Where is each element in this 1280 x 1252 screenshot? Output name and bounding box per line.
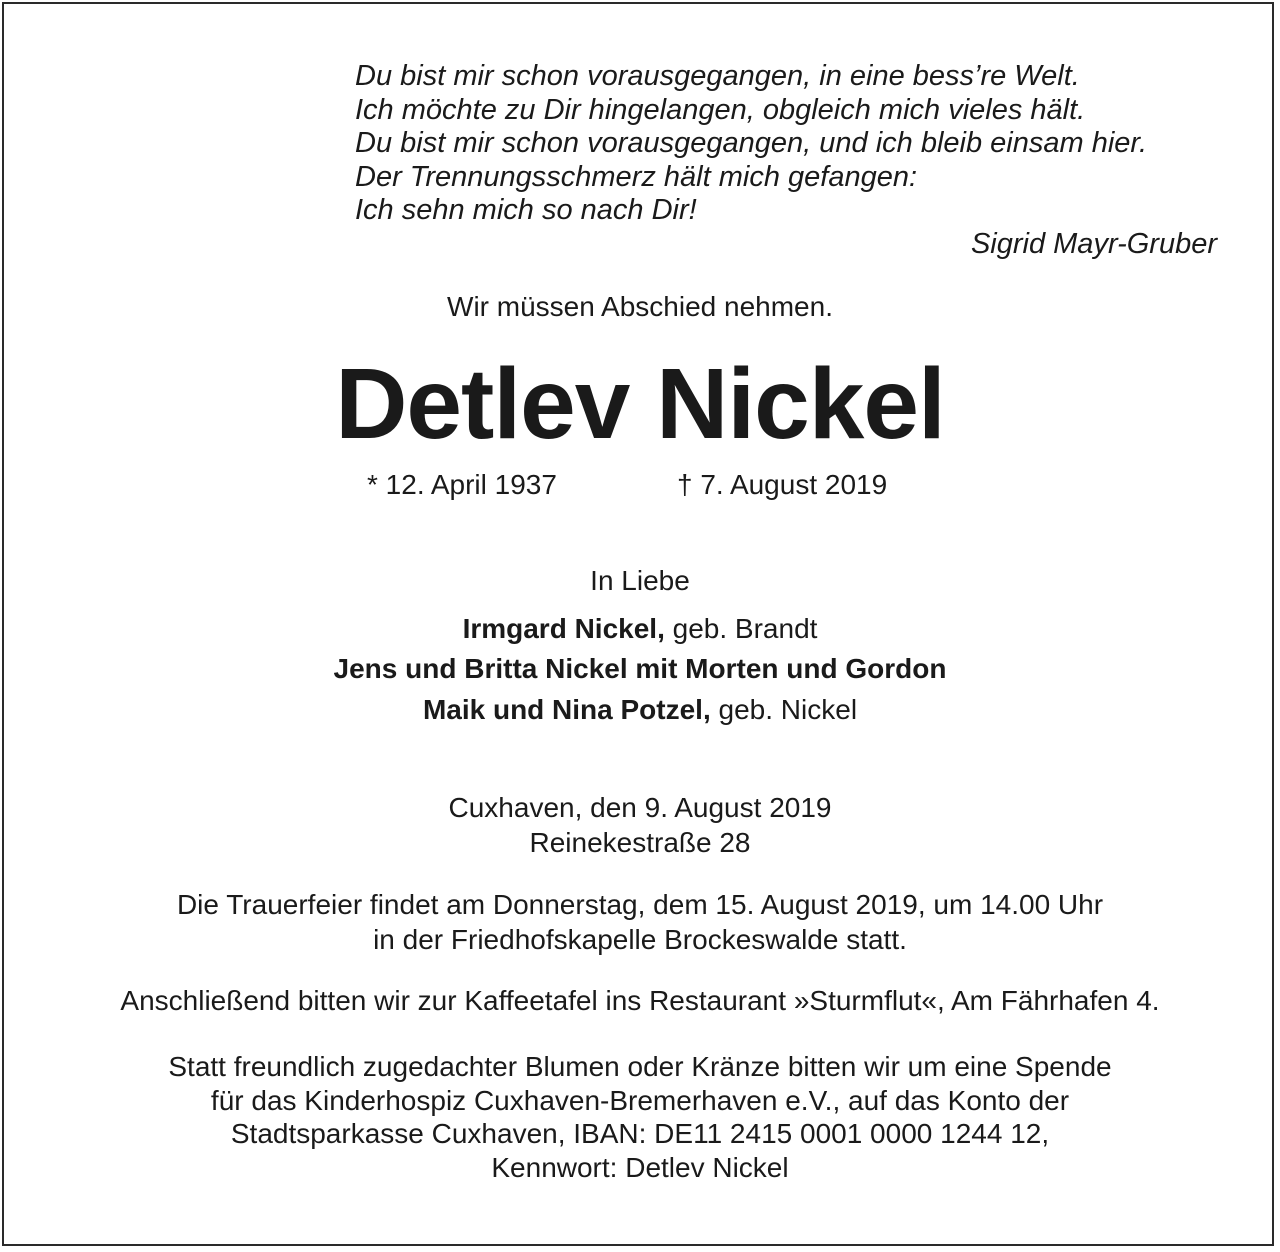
place-and-address	[0, 790, 1280, 860]
ceremony-line: Die Trauerfeier findet am Donnerstag, dem 15. August 2019, um 14.00 Uhr	[176, 889, 1104, 920]
street-address: Reinekestraße 28	[529, 827, 751, 858]
coffee-info: Anschließend bitten wir zur Kaffeetafel ins Restaurant »Sturmflut«, Am Fährhafen 4.	[120, 985, 1160, 1016]
poem-line: Ich möchte zu Dir hingelangen, obgleich mich vieles hält.	[355, 93, 1086, 126]
family-member-note: geb. Nickel	[710, 694, 858, 725]
donation-line: Stadtsparkasse Cuxhaven, IBAN: DE11 2415 0001 0000 1244 12,	[230, 1118, 1050, 1149]
donation-info	[0, 1050, 1280, 1184]
donation-line: Statt freundlich zugedachter Blumen oder Kränze bitten wir um eine Spende	[168, 1051, 1112, 1082]
deceased-name: Detlev Nickel	[335, 348, 945, 460]
farewell-intro: Wir müssen Abschied nehmen.	[447, 291, 833, 322]
family-member-name: Irmgard Nickel,	[462, 613, 665, 644]
poem-line: Du bist mir schon vorausgegangen, in eine bess’re Welt.	[355, 60, 1080, 92]
donation-line: Kennwort: Detlev Nickel	[491, 1151, 789, 1183]
family-member-note: geb. Brandt	[664, 613, 818, 644]
family-member	[0, 653, 1280, 685]
death-date: † 7. August 2019	[677, 469, 888, 500]
family-member	[0, 613, 1280, 645]
ceremony-info	[0, 887, 1280, 957]
family-member-name: Jens und Britta Nickel mit Morten und Gordon	[333, 653, 947, 684]
poem-line: Ich sehn mich so nach Dir!	[355, 194, 697, 226]
poem-line: Du bist mir schon vorausgegangen, und ich bleib einsam hier.	[355, 127, 1148, 159]
birth-date: * 12. April 1937	[367, 469, 557, 500]
ceremony-line: in der Friedhofskapelle Brockeswalde statt.	[373, 924, 907, 955]
donation-line: für das Kinderhospiz Cuxhaven-Bremerhaven e.V., auf das Konto der	[210, 1084, 1070, 1116]
in-love-heading: In Liebe	[590, 565, 690, 596]
poem	[355, 60, 1217, 261]
city-date: Cuxhaven, den 9. August 2019	[448, 792, 832, 823]
poem-author: Sigrid Mayr-Gruber	[970, 227, 1217, 260]
poem-line: Der Trennungsschmerz hält mich gefangen:	[355, 160, 918, 193]
family-member	[0, 694, 1280, 726]
family-member-name: Maik und Nina Potzel,	[422, 694, 711, 725]
